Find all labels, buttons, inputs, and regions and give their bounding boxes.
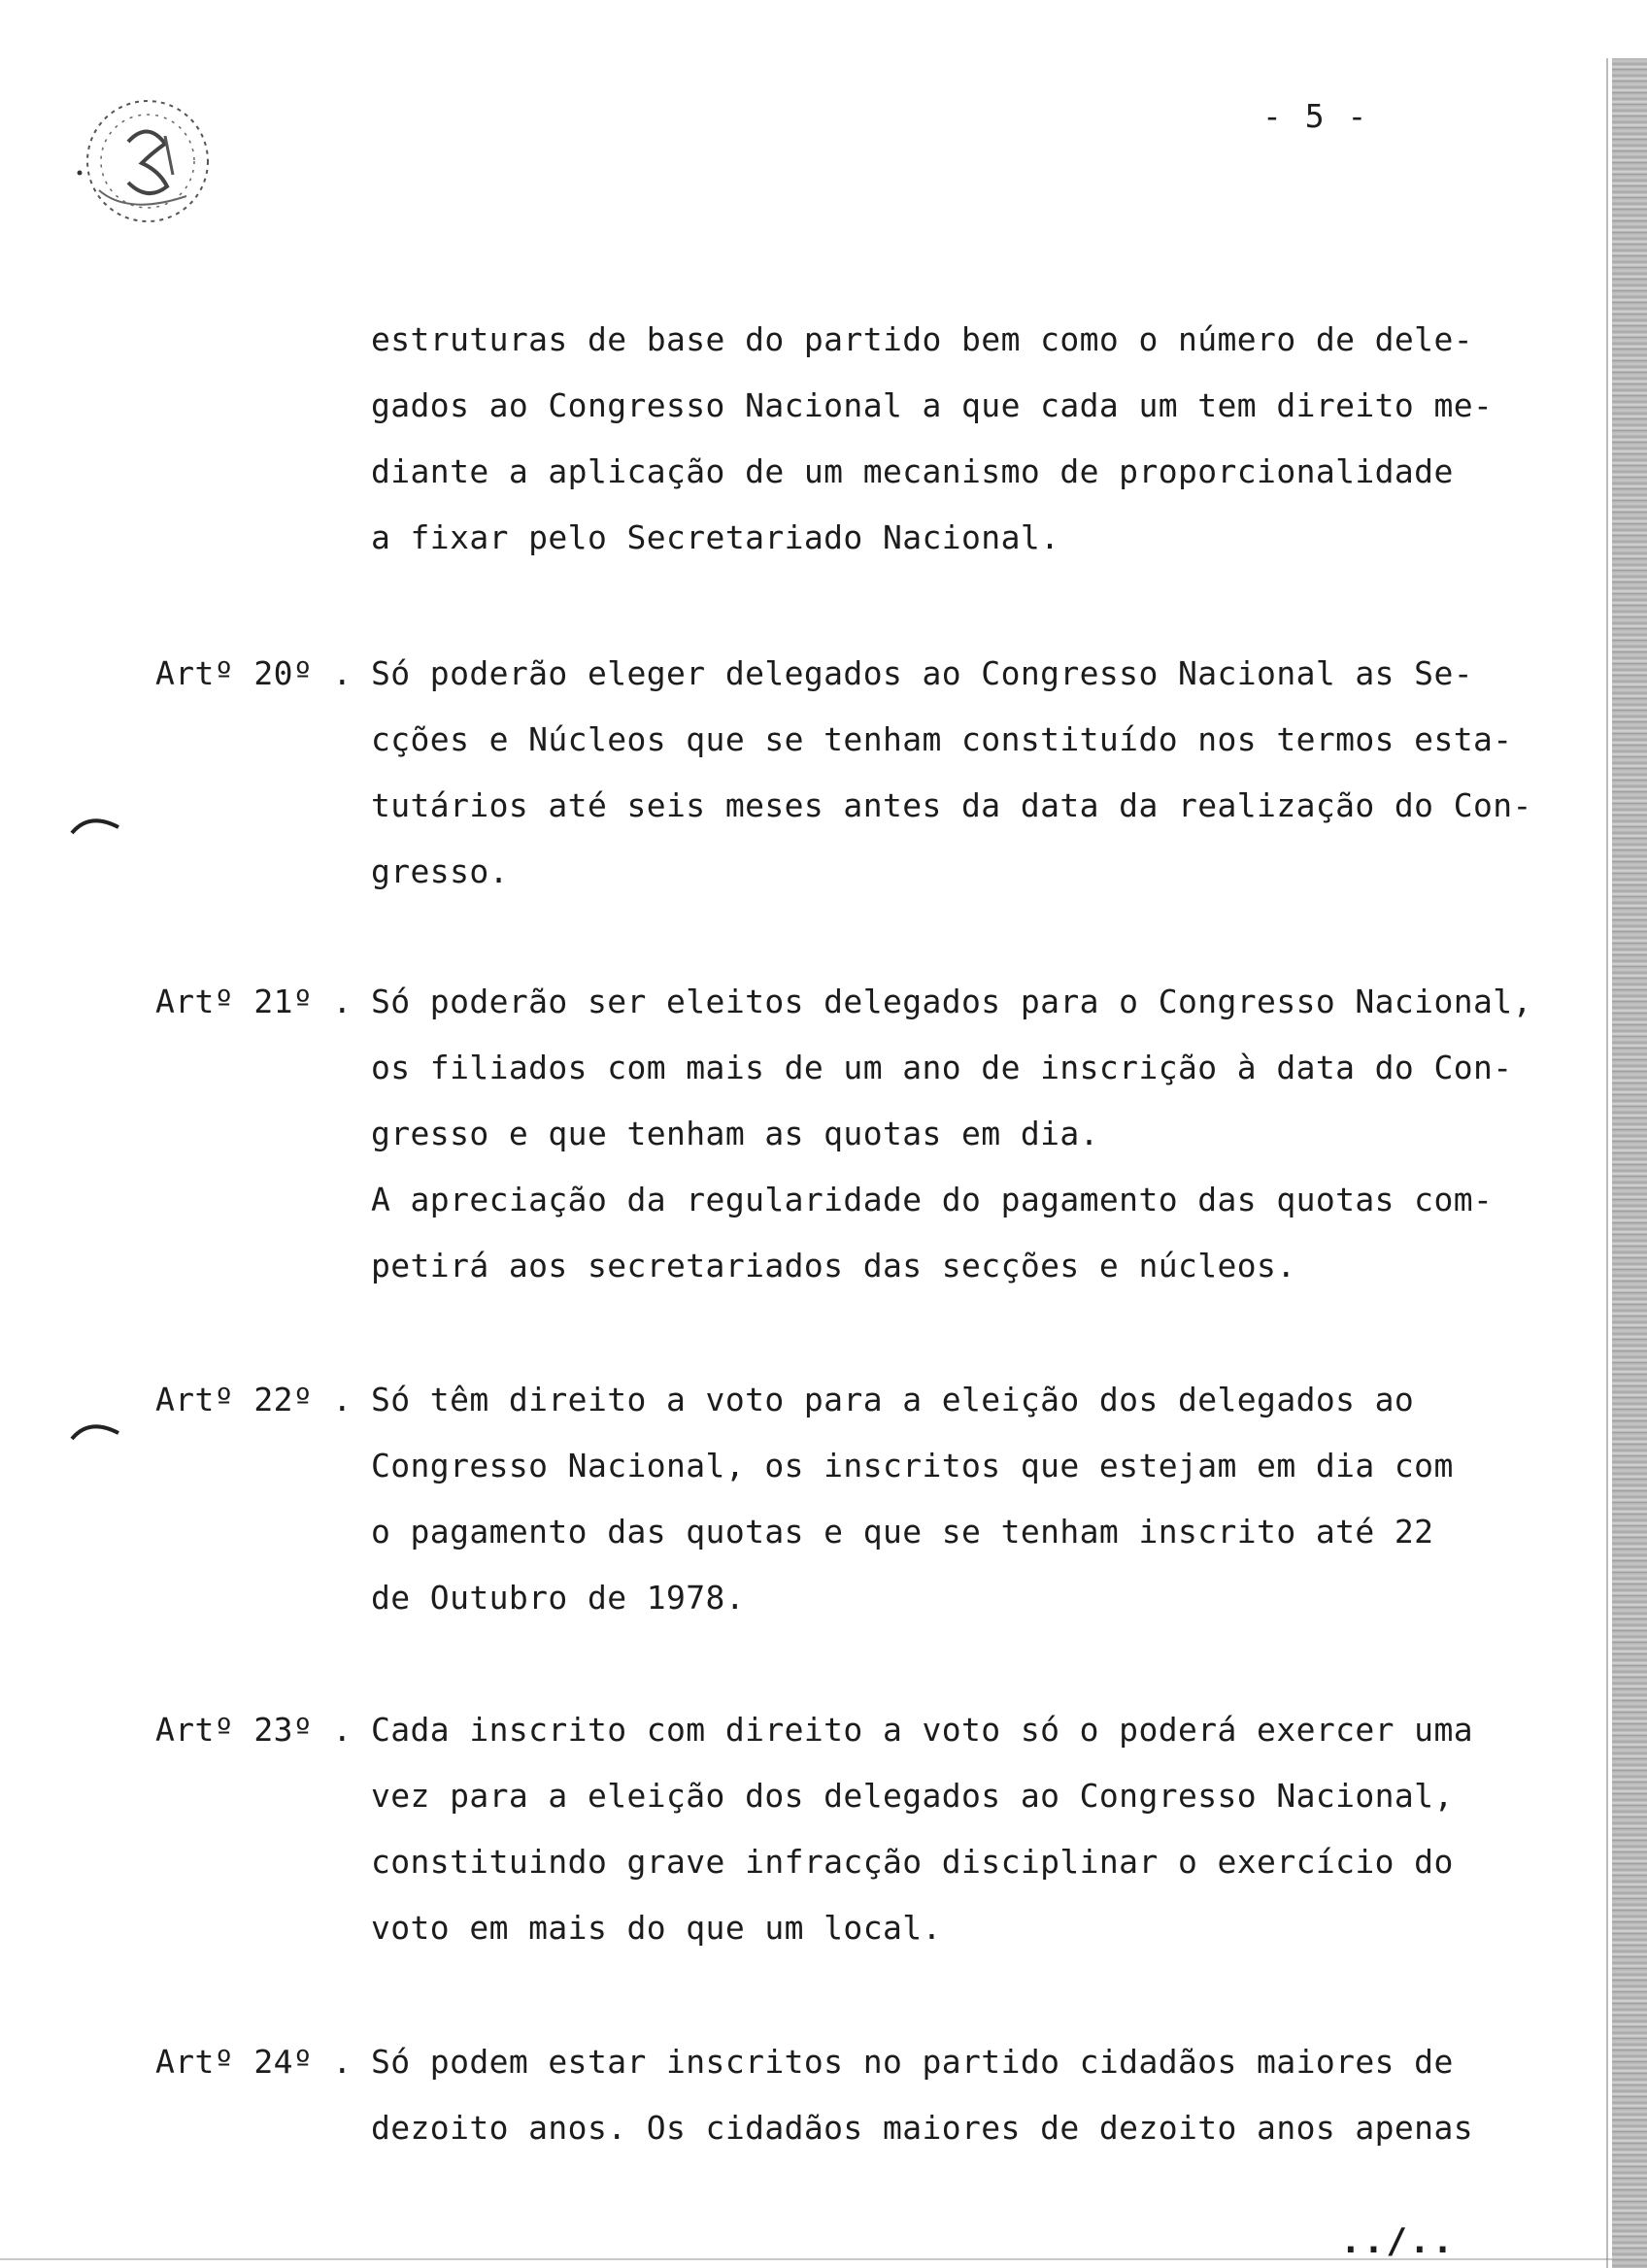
intro-line: estruturas de base do partido bem como o número de dele- <box>371 320 1473 358</box>
article-20-line: cções e Núcleos que se tenham constituído nos termos esta- <box>371 720 1513 758</box>
article-22-line: de Outubro de 1978. <box>371 1579 746 1617</box>
article-23-line: vez para a eleição dos delegados ao Congresso Nacional, <box>371 1777 1454 1815</box>
intro-line: gados ao Congresso Nacional a que cada um tem direito me- <box>371 386 1494 424</box>
article-24-line: dezoito anos. Os cidadãos maiores de dezoito anos apenas <box>371 2109 1473 2147</box>
article-24-line: Só podem estar inscritos no partido cidadãos maiores de <box>371 2043 1454 2081</box>
continuation-mark: ../.. <box>1340 2221 1456 2261</box>
article-24-label: Artº 24º . <box>155 2043 353 2081</box>
article-20-line: tutários até seis meses antes da data da realização do Con- <box>371 786 1532 824</box>
intro-line: a fixar pelo Secretariado Nacional. <box>371 518 1060 556</box>
margin-mark-icon <box>68 1414 126 1443</box>
article-21-label: Artº 21º . <box>155 983 353 1020</box>
article-20-line: Só poderão eleger delegados ao Congresso Nacional as Se- <box>371 654 1473 692</box>
article-21-line: petirá aos secretariados das secções e núcleos. <box>371 1247 1296 1284</box>
page-number: - 5 - <box>1262 97 1369 135</box>
article-22-line: Congresso Nacional, os inscritos que estejam em dia com <box>371 1447 1454 1484</box>
article-23-line: Cada inscrito com direito a voto só o poderá exercer uma <box>371 1711 1473 1749</box>
article-20-line: gresso. <box>371 852 509 890</box>
margin-mark-icon <box>68 808 126 837</box>
article-23-label: Artº 23º . <box>155 1711 353 1749</box>
article-21-line: gresso e que tenham as quotas em dia. <box>371 1115 1099 1152</box>
article-21-line: os filiados com mais de um ano de inscrição à data do Con- <box>371 1049 1513 1086</box>
article-20-label: Artº 20º . <box>155 654 353 692</box>
article-22-line: Só têm direito a voto para a eleição dos delegados ao <box>371 1381 1415 1418</box>
article-22-label: Artº 22º . <box>155 1381 353 1418</box>
article-23-line: voto em mais do que um local. <box>371 1909 942 1947</box>
intro-line: diante a aplicação de um mecanismo de proporcionalidade <box>371 452 1454 490</box>
article-21-line: A apreciação da regularidade do pagamento das quotas com- <box>371 1181 1494 1218</box>
scan-edge-shadow <box>1612 58 1647 2268</box>
article-21-line: Só poderão ser eleitos delegados para o Congresso Nacional, <box>371 983 1532 1020</box>
circular-stamp-icon <box>70 83 225 239</box>
article-23-line: constituindo grave infracção disciplinar o exercício do <box>371 1843 1454 1881</box>
article-22-line: o pagamento das quotas e que se tenham inscrito até 22 <box>371 1513 1434 1551</box>
scan-edge-line <box>1606 58 1608 2268</box>
